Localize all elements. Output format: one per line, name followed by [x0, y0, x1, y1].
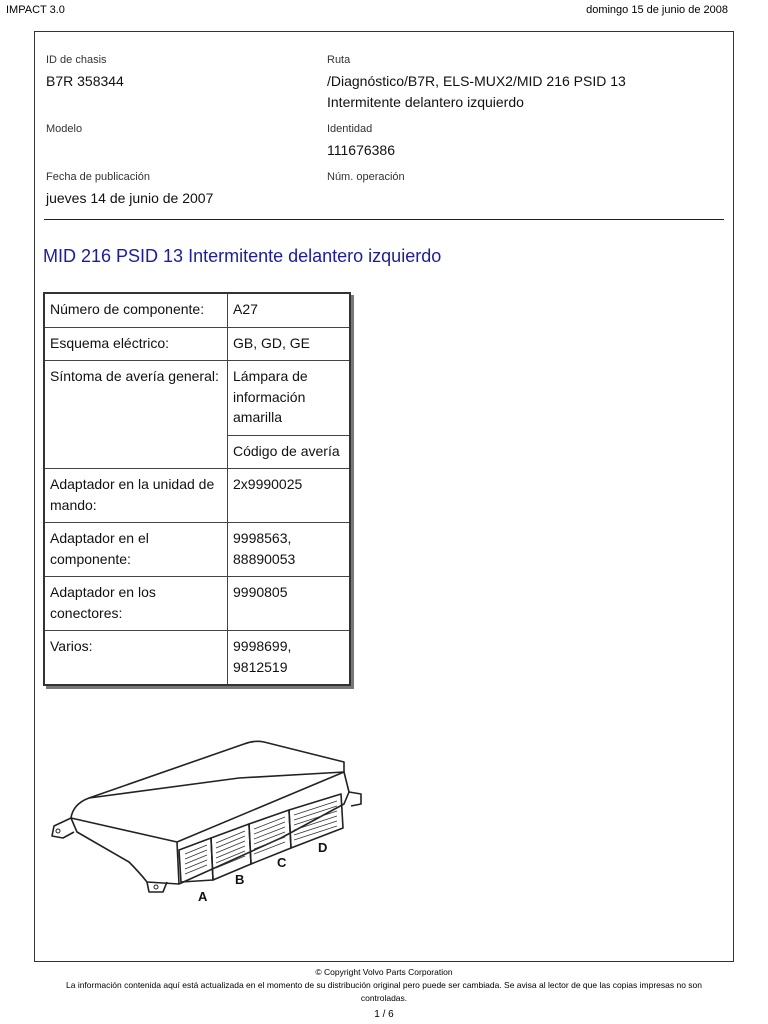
table-row: [44, 469, 350, 523]
symptom-value-2: Código de avería: [228, 435, 351, 469]
app-name: IMPACT 3.0: [6, 4, 65, 16]
label-b: B: [235, 872, 245, 887]
model-label: Modelo: [46, 123, 83, 135]
component-info-table: [43, 292, 351, 686]
schematic-value: GB, GD, GE: [228, 327, 351, 361]
chassis-value: B7R 358344: [46, 73, 124, 89]
adapter-component-key: Adaptador en el componente:: [44, 523, 228, 577]
header-divider: [44, 219, 724, 220]
table-row: [44, 361, 350, 436]
adapter-connectors-value: 9990805: [228, 577, 351, 631]
document-frame: [34, 31, 734, 962]
pubdate-label: Fecha de publicación: [46, 171, 150, 183]
connector-a: [179, 838, 213, 882]
label-c: C: [277, 855, 287, 870]
table-row: [44, 631, 350, 686]
misc-value: 9998699, 9812519: [228, 631, 351, 686]
table-row: [44, 293, 350, 327]
schematic-key: Esquema eléctrico:: [44, 327, 228, 361]
control-unit-diagram: [49, 732, 389, 912]
table-row: [44, 523, 350, 577]
route-value-line1: /Diagnóstico/B7R, ELS-MUX2/MID 216 PSID 13: [327, 73, 626, 89]
route-label: Ruta: [327, 54, 351, 66]
operation-label: Núm. operación: [327, 171, 405, 183]
disclaimer: La información contenida aquí está actualizada en el momento de su distribución original pero puede ser cambiada. Se avisa al lector de que las copias impresas no son controladas.: [66, 980, 702, 1003]
copyright: © Copyright Volvo Parts Corporation: [315, 967, 453, 977]
print-date: domingo 15 de junio de 2008: [586, 4, 728, 16]
flange-hole: [56, 829, 60, 833]
adapter-component-value: 9998563, 88890053: [228, 523, 351, 577]
table-row: [44, 577, 350, 631]
label-d: D: [318, 840, 328, 855]
chassis-label: ID de chasis: [46, 54, 107, 66]
adapter-unit-key: Adaptador en la unidad de mando:: [44, 469, 228, 523]
misc-key: Varios:: [44, 631, 228, 686]
identity-label: Identidad: [327, 123, 373, 135]
component-key: Número de componente:: [44, 293, 228, 327]
adapter-unit-value: 2x9990025: [228, 469, 351, 523]
housing-front-left: [71, 818, 179, 884]
symptom-value-1: Lámpara de información amarilla: [228, 361, 351, 436]
housing-front: [177, 772, 349, 884]
page-number: 1 / 6: [374, 1009, 394, 1020]
left-flange: [52, 818, 74, 838]
document-title: MID 216 PSID 13 Intermitente delantero izquierdo: [43, 246, 442, 266]
component-value: A27: [228, 293, 351, 327]
pubdate-value: jueves 14 de junio de 2007: [46, 190, 214, 206]
route-value-line2: Intermitente delantero izquierdo: [327, 94, 524, 110]
symptom-key: Síntoma de avería general:: [44, 361, 228, 469]
adapter-connectors-key: Adaptador en los conectores:: [44, 577, 228, 631]
label-a: A: [198, 889, 208, 904]
table-row: [44, 327, 350, 361]
connector-pins: [185, 801, 337, 874]
right-flange: [349, 792, 361, 806]
flange-hole: [154, 885, 158, 889]
identity-value: 111676386: [327, 142, 395, 158]
